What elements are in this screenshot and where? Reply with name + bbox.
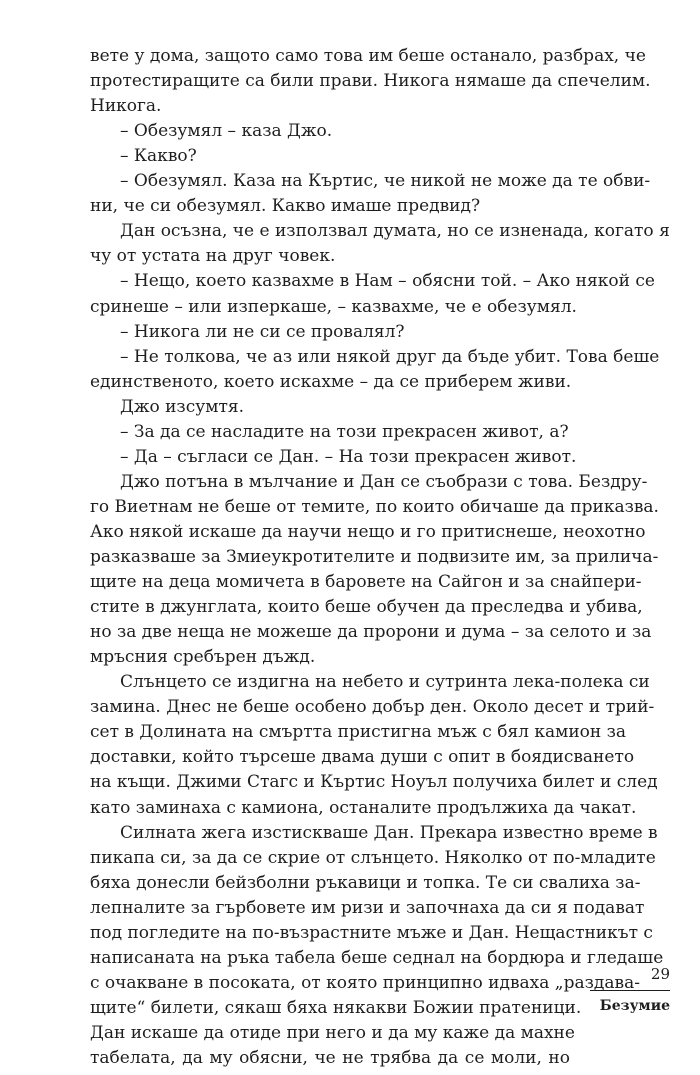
text-line: – Какво? [120, 146, 197, 167]
text-line: Слънцето се издигна на небето и сутринта лека-полека си [120, 672, 650, 693]
text-line: Дан осъзна, че е използвал думата, но се изненада, когато я [120, 221, 670, 242]
text-line: като заминаха с камиона, останалите продължиха да чакат. [90, 797, 637, 818]
text-line: – Да – съгласи се Дан. – На този прекрасен живот. [120, 446, 577, 467]
text-line: сринеше – или изперкаше, – казвахме, че е обезумял. [90, 296, 577, 317]
text-line: Дан искаше да отиде при него и да му каже да махне [90, 1022, 575, 1043]
text-line: сет в Долината на смъртта пристигна мъж с бял камион за [90, 722, 627, 743]
text-line: Никога. [90, 96, 162, 117]
text-line: стите в джунглата, които беше обучен да преследва и убива, [90, 597, 643, 618]
text-line: – Никога ли не си се провалял? [120, 321, 405, 342]
text-line: го Виетнам не беше от темите, по които обичаше да приказва. [90, 496, 659, 517]
text-line: под погледите на по-възрастните мъже и Дан. Нещастникът с [90, 922, 653, 943]
text-line: вете у дома, защото само това им беше останало, разбрах, че [90, 46, 646, 66]
text-line: замина. Днес не беше особено добър ден. Около десет и трий- [90, 697, 655, 718]
text-line: лепналите за гърбовете им ризи и започнаха да си я подават [90, 897, 645, 918]
text-line: мръсния сребърен дъжд. [90, 647, 316, 668]
text-line: доставки, който търсеше двама души с опит в боядисването [90, 747, 635, 768]
text-line: но за две неща не можеше да пророни и дума – за селото и за [90, 622, 652, 643]
text-line: Силната жега изстискваше Дан. Прекара известно време в [120, 822, 658, 843]
text-line: – Нещо, което казвахме в Нам – обясни той. – Ако някой се [120, 271, 655, 292]
text-line: табелата, да му обясни, че не трябва да се моли, но [90, 1048, 570, 1068]
text-line: пикапа си, за да се скрие от слънцето. Няколко от по-младите [90, 847, 656, 868]
text-line: – За да се насладите на този прекрасен живот, а? [120, 421, 569, 442]
text-line: чу от устата на друг човек. [90, 246, 336, 267]
text-line: на къщи. Джими Стагс и Къртис Ноуъл получиха билет и след [90, 772, 658, 793]
text-line: с очакване в посоката, от която принципно идваха „раздава- [90, 972, 640, 993]
text-line: единственото, което искахме – да се приберем живи. [90, 371, 572, 392]
folio-rule [590, 990, 670, 991]
text-line: – Не толкова, че аз или някой друг да бъде убит. Това беше [120, 346, 660, 367]
page-number: 29 [650, 965, 670, 983]
text-line: щите на деца момичета в баровете на Сайгон и за снайпери- [90, 572, 642, 593]
text-line: ни, че си обезумял. Какво имаше предвид? [90, 196, 481, 217]
text-line: – Обезумял – каза Джо. [120, 121, 333, 142]
text-line: Джо потъна в мълчание и Дан се съобрази с това. Бездру- [120, 471, 648, 492]
text-line: написаната на ръка табела беше седнал на бордюра и гледаше [90, 947, 664, 968]
text-line: Джо изсумтя. [120, 396, 244, 417]
text-line: разказваше за Змиеукротителите и подвизите им, за прилича- [90, 547, 659, 567]
running-title: Безумие [599, 998, 670, 1014]
text-line: щите“ билети, сякаш бяха някакви Божии пратеници. [90, 997, 582, 1018]
text-line: – Обезумял. Каза на Къртис, че никой не може да те обви- [120, 171, 651, 192]
text-line: Ако някой искаше да научи нещо и го притиснеше, неохотно [90, 521, 646, 542]
text-line: бяха донесли бейзболни ръкавици и топка. Те си свалиха за- [90, 872, 641, 893]
text-line: протестиращите са били прави. Никога нямаше да спечелим. [90, 71, 651, 92]
